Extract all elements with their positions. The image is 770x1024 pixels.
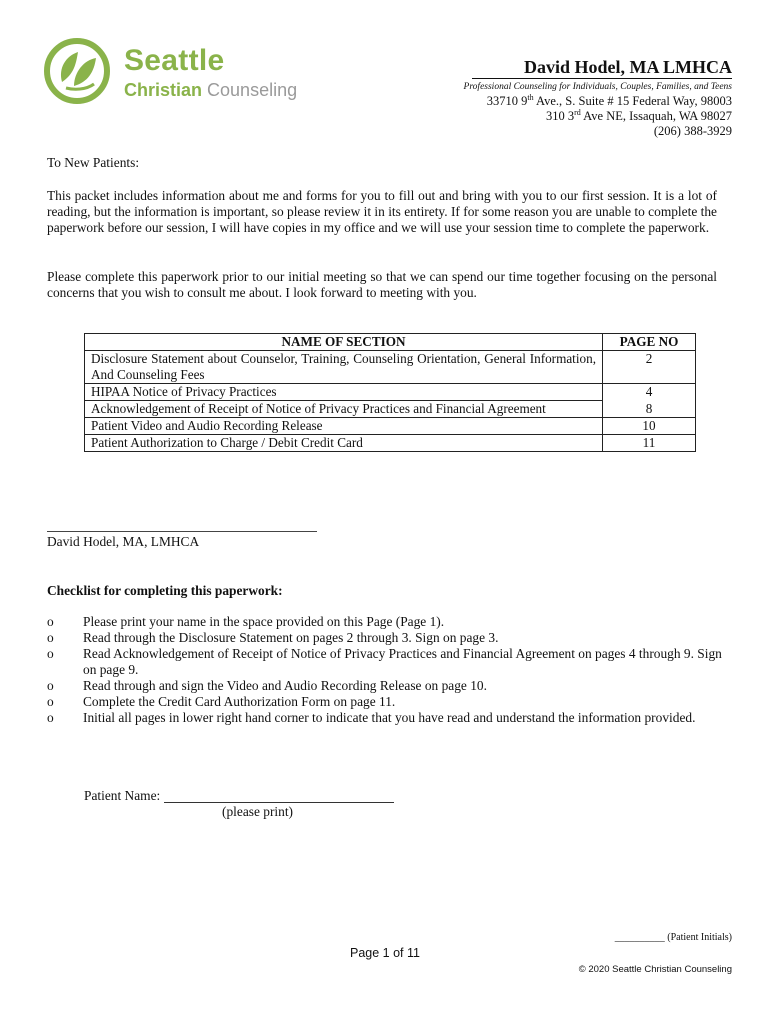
checklist-item [47, 614, 727, 630]
checkbox-bullet: o [47, 694, 54, 709]
leaf-logo-icon [44, 38, 114, 104]
checkbox-bullet: o [47, 630, 54, 645]
checklist-item-text: Read Acknowledgement of Receipt of Notice of Privacy Practices and Financial Agreement on pages 4 through 9. Sign on page 9. [83, 646, 722, 677]
section-page: 11 [603, 435, 696, 452]
address-issaquah: 310 3rd Ave NE, Issaquah, WA 98027 [545, 107, 732, 123]
logo [44, 38, 334, 104]
intro-paragraph: This packet includes information about me and forms for you to fill out and bring with you to our first session. It is a lot of reading, but the information is important, so please review it in its entirety. If for some reason you are unable to complete the paperwork before our session, I will have copies in my office and we will use your session time to complete the paperwork. [47, 188, 717, 235]
sections-table [84, 333, 696, 452]
checklist-title: Checklist for completing this paperwork: [47, 583, 283, 598]
section-name: Patient Video and Audio Recording Release [85, 418, 603, 435]
checkbox-bullet: o [47, 710, 54, 725]
checklist-item [47, 646, 727, 678]
signature-name: David Hodel, MA, LMHCA [47, 534, 200, 549]
checklist-item-text: Read through and sign the Video and Audio Recording Release on page 10. [83, 678, 487, 693]
table-row [85, 384, 696, 401]
patient-name-label: Patient Name: [84, 788, 161, 803]
page-number: Page 1 of 11 [350, 946, 420, 960]
table-row [85, 418, 696, 435]
address-federal-way: 33710 9th Ave., S. Suite # 15 Federal Way, 98003 [486, 92, 732, 108]
doctor-name: David Hodel, MA LMHCA [472, 56, 732, 79]
phone-number: (206) 388-3929 [653, 124, 732, 138]
checklist-item-text: Initial all pages in lower right hand corner to indicate that you have read and understand the information provided. [83, 710, 696, 725]
copyright: © 2020 Seattle Christian Counseling [578, 964, 732, 975]
checklist-item-text: Complete the Credit Card Authorization Form on page 11. [83, 694, 396, 709]
checklist-item-text: Please print your name in the space provided on this Page (Page 1). [83, 614, 445, 629]
instructions-paragraph: Please complete this paperwork prior to our initial meeting so that we can spend our time together focusing on the personal concerns that you wish to consult me about. I look forward to meeting with you. [47, 269, 717, 300]
header-section: NAME OF SECTION [85, 334, 603, 351]
section-name: Acknowledgement of Receipt of Notice of Privacy Practices and Financial Agreement [85, 401, 603, 418]
section-page: 10 [603, 418, 696, 435]
patient-name-hint: (please print) [222, 804, 294, 819]
checkbox-bullet: o [47, 646, 54, 661]
patient-initials-field[interactable]: __________ (Patient Initials) [614, 932, 732, 943]
checklist-item [47, 678, 727, 694]
patient-name-field[interactable] [164, 802, 394, 803]
checklist-item-text: Read through the Disclosure Statement on pages 2 through 3. Sign on page 3. [83, 630, 499, 645]
table-header-row [85, 334, 696, 351]
tagline: Professional Counseling for Individuals, Couples, Families, and Teens [463, 82, 732, 92]
checklist-item [47, 710, 727, 726]
checklist-item [47, 694, 727, 710]
logo-text-line2: Christian Counseling [124, 80, 298, 100]
section-name: Patient Authorization to Charge / Debit Credit Card [85, 435, 603, 452]
checklist-item [47, 630, 727, 646]
practitioner-info [464, 56, 732, 139]
section-page: 2 [603, 351, 696, 384]
greeting: To New Patients: [47, 155, 140, 170]
section-page: 8 [603, 401, 696, 418]
table-row [85, 401, 696, 418]
checkbox-bullet: o [47, 614, 54, 629]
checklist [47, 614, 727, 726]
header-page: PAGE NO [603, 334, 696, 351]
signature-line[interactable] [47, 531, 317, 532]
section-name: Disclosure Statement about Counselor, Training, Counseling Orientation, General Information, And Counseling Fees [85, 351, 603, 384]
section-page: 4 [603, 384, 696, 401]
table-row [85, 435, 696, 452]
table-row [85, 351, 696, 384]
checkbox-bullet: o [47, 678, 54, 693]
section-name: HIPAA Notice of Privacy Practices [85, 384, 603, 401]
logo-text-line1: Seattle [124, 44, 225, 77]
